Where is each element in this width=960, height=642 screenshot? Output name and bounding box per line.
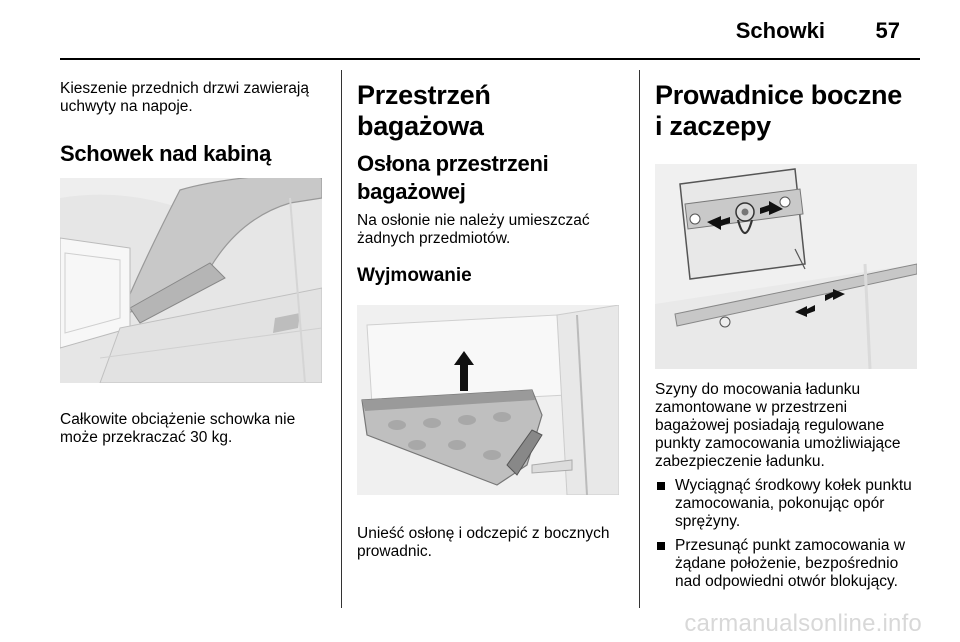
column-2 bbox=[357, 80, 619, 561]
cover-removal-illustration bbox=[357, 305, 619, 495]
removal-heading: Wyjmowanie bbox=[357, 265, 472, 286]
overhead-storage-illustration bbox=[60, 178, 322, 383]
watermark: carmanualsonline.info bbox=[684, 610, 922, 637]
column-3 bbox=[655, 80, 917, 591]
side-rails-heading-line2: i zaczepy bbox=[655, 111, 771, 141]
rails-description-text: Szyny do mocowania ładunku zamontowane w przestrzeni bagażowej posiadają regulowane punkty zamocowania umożliwiające zabezpieczenie ładunku. bbox=[655, 381, 901, 470]
list-item-text: Wyciągnąć środkowy kołek punktu zamocowania, pokonując opór sprężyny. bbox=[675, 477, 912, 530]
page-title: Schowki bbox=[735, 18, 825, 43]
page-number: 57 bbox=[875, 18, 900, 43]
list-item bbox=[655, 477, 917, 531]
side-rails-illustration bbox=[655, 164, 917, 369]
list-item-text: Przesunąć punkt zamocowania w żądane położenie, bezpośrednio nad odpowiedni otwór blokujący. bbox=[675, 537, 906, 590]
luggage-cover-heading: Osłona przestrzeni bagażowej bbox=[357, 151, 549, 204]
bullet-square-icon bbox=[657, 542, 665, 550]
overhead-storage-heading: Schowek nad kabiną bbox=[60, 141, 272, 166]
removal-instruction-text: Unieść osłonę i odczepić z bocznych prowadnic. bbox=[357, 525, 610, 560]
intro-text: Kieszenie przednich drzwi zawierają uchwyty na napoje. bbox=[60, 80, 309, 115]
load-limit-text: Całkowite obciążenie schowka nie może przekraczać 30 kg. bbox=[60, 411, 296, 446]
instruction-list bbox=[655, 477, 917, 591]
list-item bbox=[655, 537, 917, 591]
column-divider-1 bbox=[341, 70, 342, 608]
luggage-space-heading: Przestrzeń bagażowa bbox=[357, 80, 491, 141]
side-rails-heading-line1: Prowadnice boczne bbox=[655, 80, 902, 110]
page-header bbox=[60, 18, 900, 48]
cover-warning-text: Na osłonie nie należy umieszczać żadnych przedmiotów. bbox=[357, 212, 590, 247]
header-rule bbox=[60, 58, 920, 60]
bullet-square-icon bbox=[657, 482, 665, 490]
column-divider-2 bbox=[639, 70, 640, 608]
column-1 bbox=[60, 80, 322, 447]
